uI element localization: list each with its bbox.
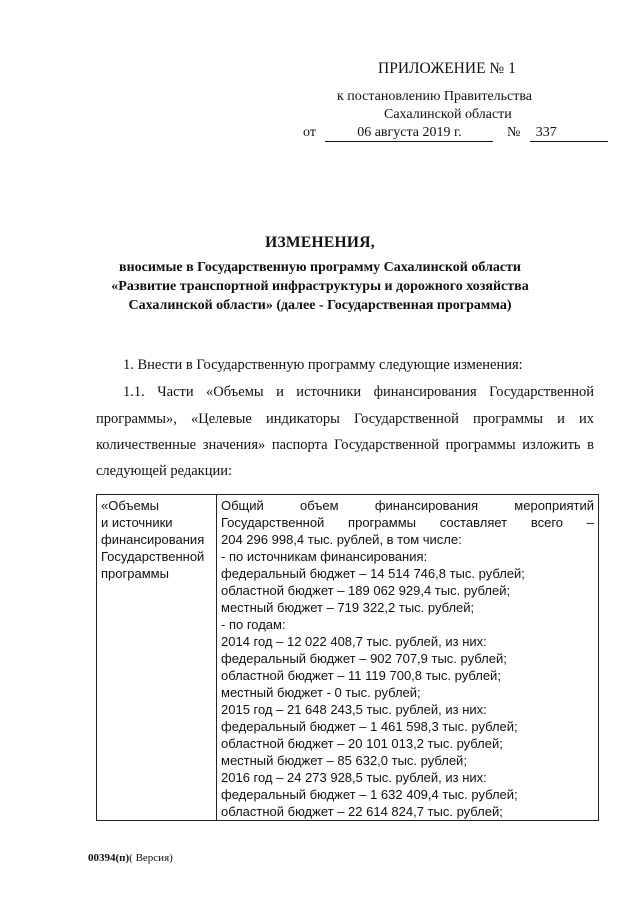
document-footer: [88, 852, 173, 864]
content-line: областной бюджет – 22 614 824,7 тыс. рублей;: [221, 804, 503, 819]
decree-date: 06 августа 2019 г.: [325, 124, 493, 142]
passport-table: [96, 494, 599, 821]
content-line: федеральный бюджет – 902 707,9 тыс. рублей;: [221, 651, 507, 666]
document-version: ( Версия): [129, 852, 173, 864]
content-line: 2016 год – 24 273 928,5 тыс. рублей, из них:: [221, 770, 487, 785]
label-line: и источники: [101, 515, 173, 530]
label-line: программы: [101, 566, 169, 581]
item-1-1-line-1: 1.1. Части «Объемы и источники финансирования Государственной: [123, 384, 594, 400]
document-title: ИЗМЕНЕНИЯ,: [265, 234, 375, 251]
content-line: местный бюджет – 719 322,2 тыс. рублей;: [221, 600, 475, 615]
appendix-ref-line-1: к постановлению Правительства: [337, 89, 533, 104]
content-line: 2014 год – 12 022 408,7 тыс. рублей, из них:: [221, 634, 487, 649]
content-line: областной бюджет – 20 101 013,2 тыс. рублей;: [221, 736, 503, 751]
content-line: 2015 год – 21 648 243,5 тыс. рублей, из них:: [221, 702, 487, 717]
content-line: местный бюджет - 0 тыс. рублей;: [221, 685, 421, 700]
content-line: федеральный бюджет – 1 632 409,4 тыс. рублей;: [221, 787, 518, 802]
label-line: финансирования: [101, 532, 205, 547]
decree-number: 337: [530, 124, 608, 142]
content-line: Государственной программы составляет всего –: [221, 515, 594, 530]
passport-section-label: [97, 495, 217, 821]
document-code: 00394(п): [88, 852, 130, 864]
heading-line-1: вносимые в Государственную программу Сахалинской области: [119, 260, 521, 275]
appendix-date-number-row: [303, 124, 608, 142]
content-line: - по годам:: [221, 617, 286, 632]
appendix-ref-line-2: Сахалинской области: [384, 107, 512, 122]
heading-line-3: Сахалинской области» (далее - Государственная программа): [128, 298, 512, 313]
content-line: областной бюджет – 189 062 929,4 тыс. рублей;: [221, 583, 511, 598]
content-line: - по источникам финансирования:: [221, 549, 428, 564]
content-line: местный бюджет – 85 632,0 тыс. рублей;: [221, 753, 467, 768]
heading-line-2: «Развитие транспортной инфраструктуры и дорожного хозяйства: [111, 279, 529, 294]
content-line: 204 296 998,4 тыс. рублей, в том числе:: [221, 532, 462, 547]
from-label: от: [303, 125, 316, 140]
item-1-text: 1. Внести в Государственную программу следующие изменения:: [123, 357, 523, 373]
content-line: федеральный бюджет – 1 461 598,3 тыс. рублей;: [221, 719, 518, 734]
table-row: [97, 495, 599, 821]
label-line: Государственной: [101, 549, 205, 564]
content-line: областной бюджет – 11 119 700,8 тыс. рублей;: [221, 668, 501, 683]
item-1-1-line-3: количественные значения» паспорта Государственной программы изложить в: [96, 437, 594, 453]
item-1-1-line-2: программы», «Целевые индикаторы Государственной программы и их: [96, 411, 594, 427]
number-label: №: [506, 125, 521, 140]
content-line: федеральный бюджет – 14 514 746,8 тыс. рублей;: [221, 566, 525, 581]
item-1-1-line-4: следующей редакции:: [96, 463, 233, 479]
label-line: «Объемы: [101, 498, 159, 513]
passport-section-content: [217, 495, 599, 821]
appendix-title: ПРИЛОЖЕНИЕ № 1: [378, 60, 516, 77]
content-line: Общий объем финансирования мероприятий: [221, 498, 594, 513]
